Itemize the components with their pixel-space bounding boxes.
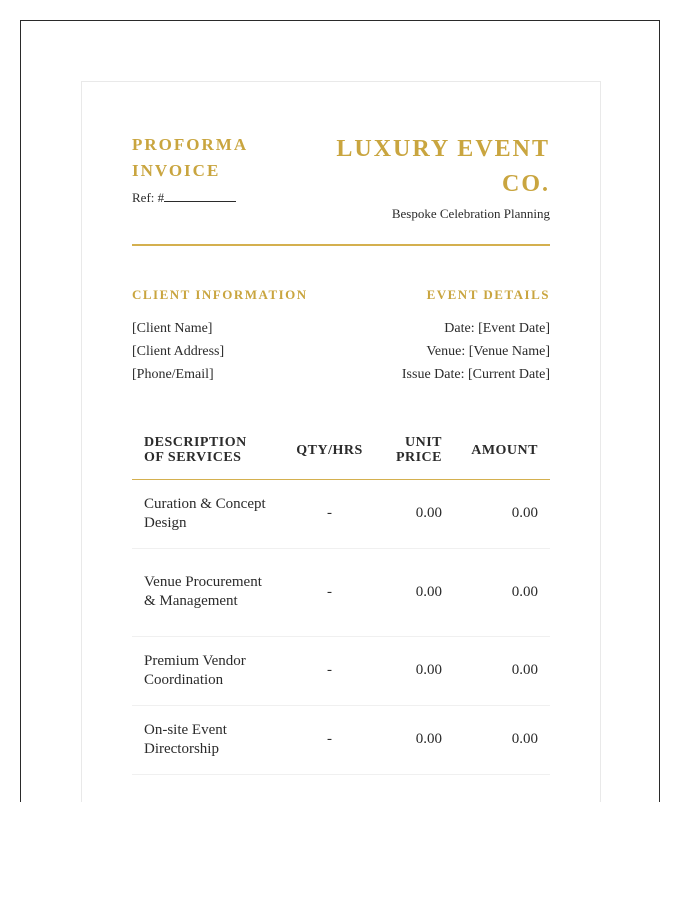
service-amount: 0.00 bbox=[454, 479, 550, 548]
column-header-description: DESCRIPTION OF SERVICES bbox=[132, 422, 282, 479]
service-description: Premium Vendor Coordination bbox=[132, 636, 282, 705]
table-row bbox=[132, 548, 550, 636]
event-venue: Venue: [Venue Name] bbox=[426, 344, 550, 359]
company-tagline: Bespoke Celebration Planning bbox=[391, 206, 550, 221]
table-row bbox=[132, 479, 550, 548]
event-details bbox=[402, 287, 550, 386]
service-unit-price: 0.00 bbox=[377, 548, 454, 636]
event-details-heading: EVENT DETAILS bbox=[426, 287, 550, 302]
table-header-row bbox=[132, 422, 550, 479]
client-information-heading: CLIENT INFORMATION bbox=[132, 287, 308, 302]
service-qty: - bbox=[282, 548, 377, 636]
document-title: PROFORMA INVOICE bbox=[132, 135, 248, 180]
service-description: Venue Procurement & Management bbox=[132, 548, 282, 636]
service-description: On-site Event Directorship bbox=[132, 705, 282, 774]
column-header-unit-price: UNIT PRICE bbox=[377, 422, 454, 479]
service-unit-price: 0.00 bbox=[377, 636, 454, 705]
reference-number bbox=[132, 190, 236, 206]
column-header-amount: AMOUNT bbox=[454, 422, 550, 479]
event-date: Date: [Event Date] bbox=[444, 321, 550, 336]
table-row bbox=[132, 636, 550, 705]
service-amount: 0.00 bbox=[454, 636, 550, 705]
service-unit-price: 0.00 bbox=[377, 479, 454, 548]
client-address: [Client Address] bbox=[132, 344, 225, 359]
service-qty: - bbox=[282, 705, 377, 774]
column-header-qty: QTY/HRS bbox=[282, 422, 377, 479]
company-name: LUXURY EVENT CO. bbox=[336, 136, 550, 197]
client-contact: [Phone/Email] bbox=[132, 367, 214, 382]
service-qty: - bbox=[282, 636, 377, 705]
table-row bbox=[132, 705, 550, 774]
client-name: [Client Name] bbox=[132, 321, 213, 336]
services-table bbox=[132, 422, 550, 775]
service-amount: 0.00 bbox=[454, 705, 550, 774]
service-qty: - bbox=[282, 479, 377, 548]
reference-field[interactable] bbox=[164, 191, 236, 202]
issue-date: Issue Date: [Current Date] bbox=[401, 367, 550, 382]
service-amount: 0.00 bbox=[454, 548, 550, 636]
invoice-page bbox=[81, 81, 601, 802]
service-unit-price: 0.00 bbox=[377, 705, 454, 774]
client-information bbox=[132, 287, 308, 386]
invoice-header bbox=[132, 132, 550, 246]
reference-label: Ref: # bbox=[132, 190, 165, 205]
service-description: Curation & Concept Design bbox=[132, 479, 282, 548]
